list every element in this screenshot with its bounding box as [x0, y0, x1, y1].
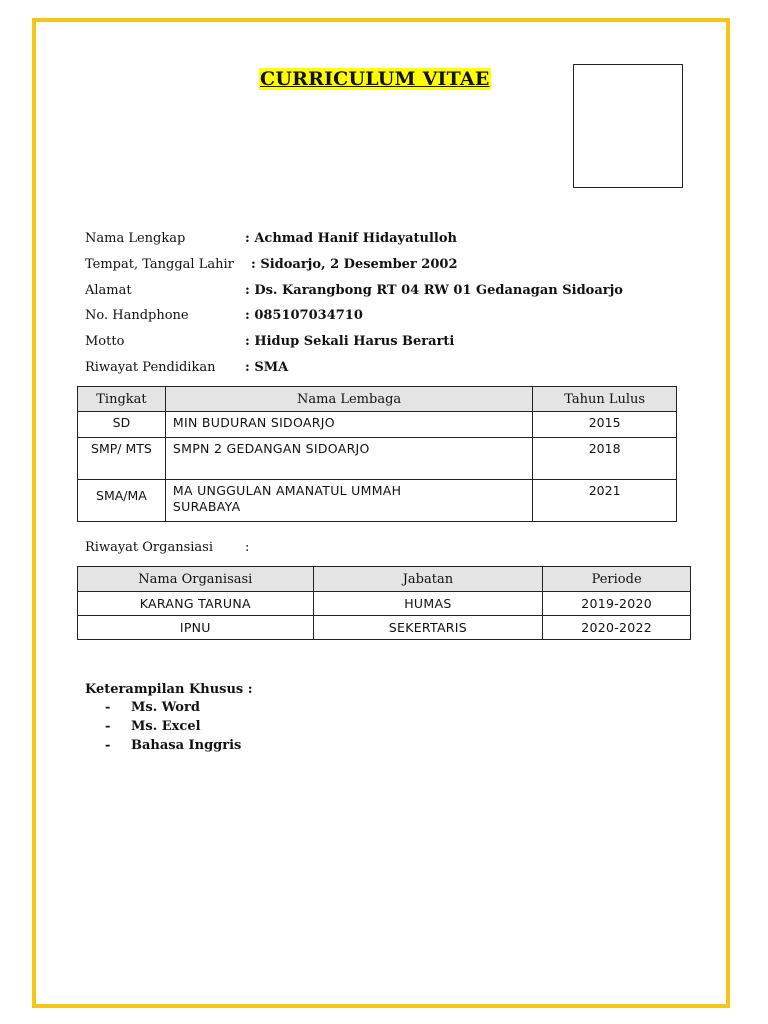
table-cell: SMA/MA — [78, 480, 166, 522]
table-header-row — [78, 567, 691, 592]
table-cell: HUMAS — [313, 592, 543, 616]
table-cell: 2019-2020 — [543, 592, 691, 616]
list-bullet: - — [105, 719, 111, 734]
table-row — [78, 480, 677, 522]
list-bullet: - — [105, 738, 111, 753]
table-cell: IPNU — [78, 616, 314, 640]
table-header-row — [78, 387, 677, 412]
info-label: No. Handphone — [85, 308, 189, 323]
info-value: : Sidoarjo, 2 Desember 2002 — [251, 257, 458, 272]
list-item-label: Ms. Excel — [131, 719, 201, 734]
table-header: Nama Lembaga — [165, 387, 532, 412]
table-cell: SMP/ MTS — [78, 438, 166, 480]
table-cell: SEKERTARIS — [313, 616, 543, 640]
organization-label: Riwayat Organsiasi — [85, 540, 214, 555]
list-item-label: Bahasa Inggris — [131, 738, 242, 753]
table-header: Tingkat — [78, 387, 166, 412]
info-value: : Hidup Sekali Harus Berarti — [245, 334, 455, 349]
info-value: : 085107034710 — [245, 308, 363, 323]
table-cell: 2021 — [533, 480, 677, 522]
table-row — [78, 592, 691, 616]
table-cell: KARANG TARUNA — [78, 592, 314, 616]
info-label: Alamat — [85, 283, 132, 298]
table-cell: 2020-2022 — [543, 616, 691, 640]
info-value: : Achmad Hanif Hidayatulloh — [245, 231, 457, 246]
list-bullet: - — [105, 700, 111, 715]
table-cell: 2018 — [533, 438, 677, 480]
table-header: Jabatan — [313, 567, 543, 592]
info-label: Motto — [85, 334, 125, 349]
photo-placeholder — [573, 64, 683, 188]
table-row — [78, 412, 677, 438]
table-row — [78, 616, 691, 640]
document-title: CURRICULUM VITAE — [260, 68, 490, 90]
table-cell: SMPN 2 GEDANGAN SIDOARJO — [165, 438, 532, 480]
education-table — [77, 386, 677, 522]
table-header: Tahun Lulus — [533, 387, 677, 412]
table-header: Periode — [543, 567, 691, 592]
table-cell: MA UNGGULAN AMANATUL UMMAH SURABAYA — [165, 480, 532, 522]
table-header: Nama Organisasi — [78, 567, 314, 592]
info-label: Nama Lengkap — [85, 231, 186, 246]
table-cell: SD — [78, 412, 166, 438]
organization-label-row — [85, 540, 250, 556]
info-value: : SMA — [245, 360, 289, 375]
info-label: Tempat, Tanggal Lahir — [85, 257, 234, 272]
organization-table — [77, 566, 691, 640]
list-item-label: Ms. Word — [131, 700, 200, 715]
info-value: : Ds. Karangbong RT 04 RW 01 Gedanagan Sidoarjo — [245, 283, 623, 298]
info-label: Riwayat Pendidikan — [85, 360, 216, 375]
table-row — [78, 438, 677, 480]
table-cell: MIN BUDURAN SIDOARJO — [165, 412, 532, 438]
table-cell: 2015 — [533, 412, 677, 438]
organization-colon: : — [245, 540, 250, 555]
skills-title: Keterampilan Khusus : — [85, 682, 253, 697]
